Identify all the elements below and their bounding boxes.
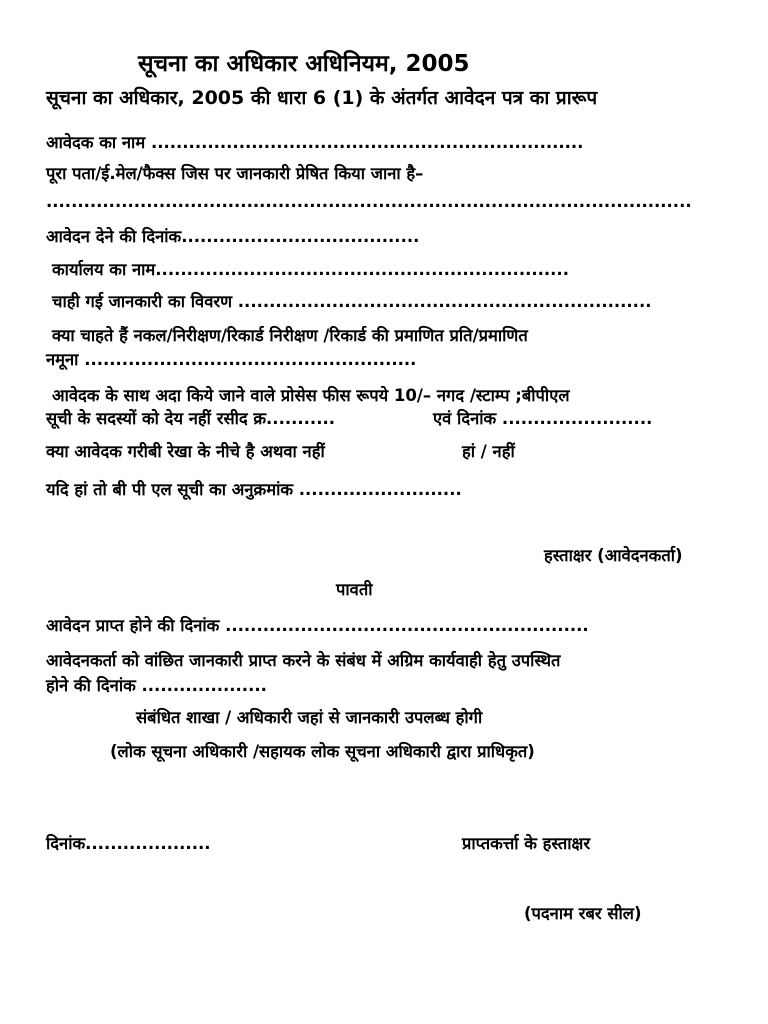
authority-line: (लोक सूचना अधिकारी /सहायक लोक सूचना अधिकारी द्वारा प्राधिकृत) [110, 742, 535, 761]
bpl-question: क्या आवेदक गरीबी रेखा के नीचे है अथवा नहीं [46, 442, 325, 461]
branch-line: संबंधित शाखा / अधिकारी जहां से जानकारी उपलब्ध होगी [136, 708, 483, 727]
address-blank: ....................................................................................................... [46, 192, 692, 211]
address-label: पूरा पता/ई.मेल/फैक्स जिस पर जानकारी प्रेषित किया जाना है– [46, 164, 424, 183]
request-type-line-1: क्या चाहते हैं नकल/निरीक्षण/रिकार्ड निरीक्षण /रिकार्ड की प्रमाणित प्रति/प्रमाणित [52, 326, 528, 345]
designation-seal-label: (पदनाम रबर सील) [524, 904, 642, 923]
receipt-title: पावती [336, 580, 373, 599]
applicant-signature-label: हस्ताक्षर (आवेदनकर्ता) [544, 546, 683, 565]
fee-line-1: आवेदक के साथ अदा किये जाने वाले प्रोसेस फीस रूपये 10/– नगद /स्टाम्प ;बीपीएल [52, 386, 570, 405]
appear-date-line-2: होने की दिनांक .................... [46, 676, 267, 695]
page-title: सूचना का अधिकार अधिनियम, 2005 [138, 51, 470, 77]
recipient-signature-label: प्राप्तकर्त्ता के हस्ताक्षर [462, 834, 591, 853]
bpl-options: हां / नहीं [462, 442, 515, 461]
appear-date-line-1: आवेदनकर्ता को वांछित जानकारी प्राप्त करने के संबंध में अग्रिम कार्यवाही हेतु उपस्थित [46, 651, 561, 670]
application-date-field: आवेदन देने की दिनांक...................................... [46, 227, 420, 246]
info-description-field: चाही गई जानकारी का विवरण .................................................................. [52, 292, 652, 311]
fee-line-2: सूची के सदस्यों को देय नहीं रसीद क्र........... [46, 409, 335, 428]
request-type-line-2: नमूना ..................................................... [46, 350, 417, 369]
bpl-serial-field: यदि हां तो बी पी एल सूची का अनुक्रमांक .......................... [46, 480, 462, 499]
received-date-field: आवेदन प्राप्त होने की दिनांक .......................................................... [46, 616, 589, 635]
office-name-field: कार्यालय का नाम.................................................................. [52, 260, 569, 279]
applicant-name-field: आवेदक का नाम ..................................................................... [46, 133, 584, 152]
receipt-date-field: दिनांक.................... [46, 834, 211, 853]
page-subtitle: सूचना का अधिकार, 2005 की धारा 6 (1) के अंतर्गत आवेदन पत्र का प्रारूप [46, 87, 598, 109]
fee-receipt-date-field: एवं दिनांक ........................ [433, 409, 653, 428]
